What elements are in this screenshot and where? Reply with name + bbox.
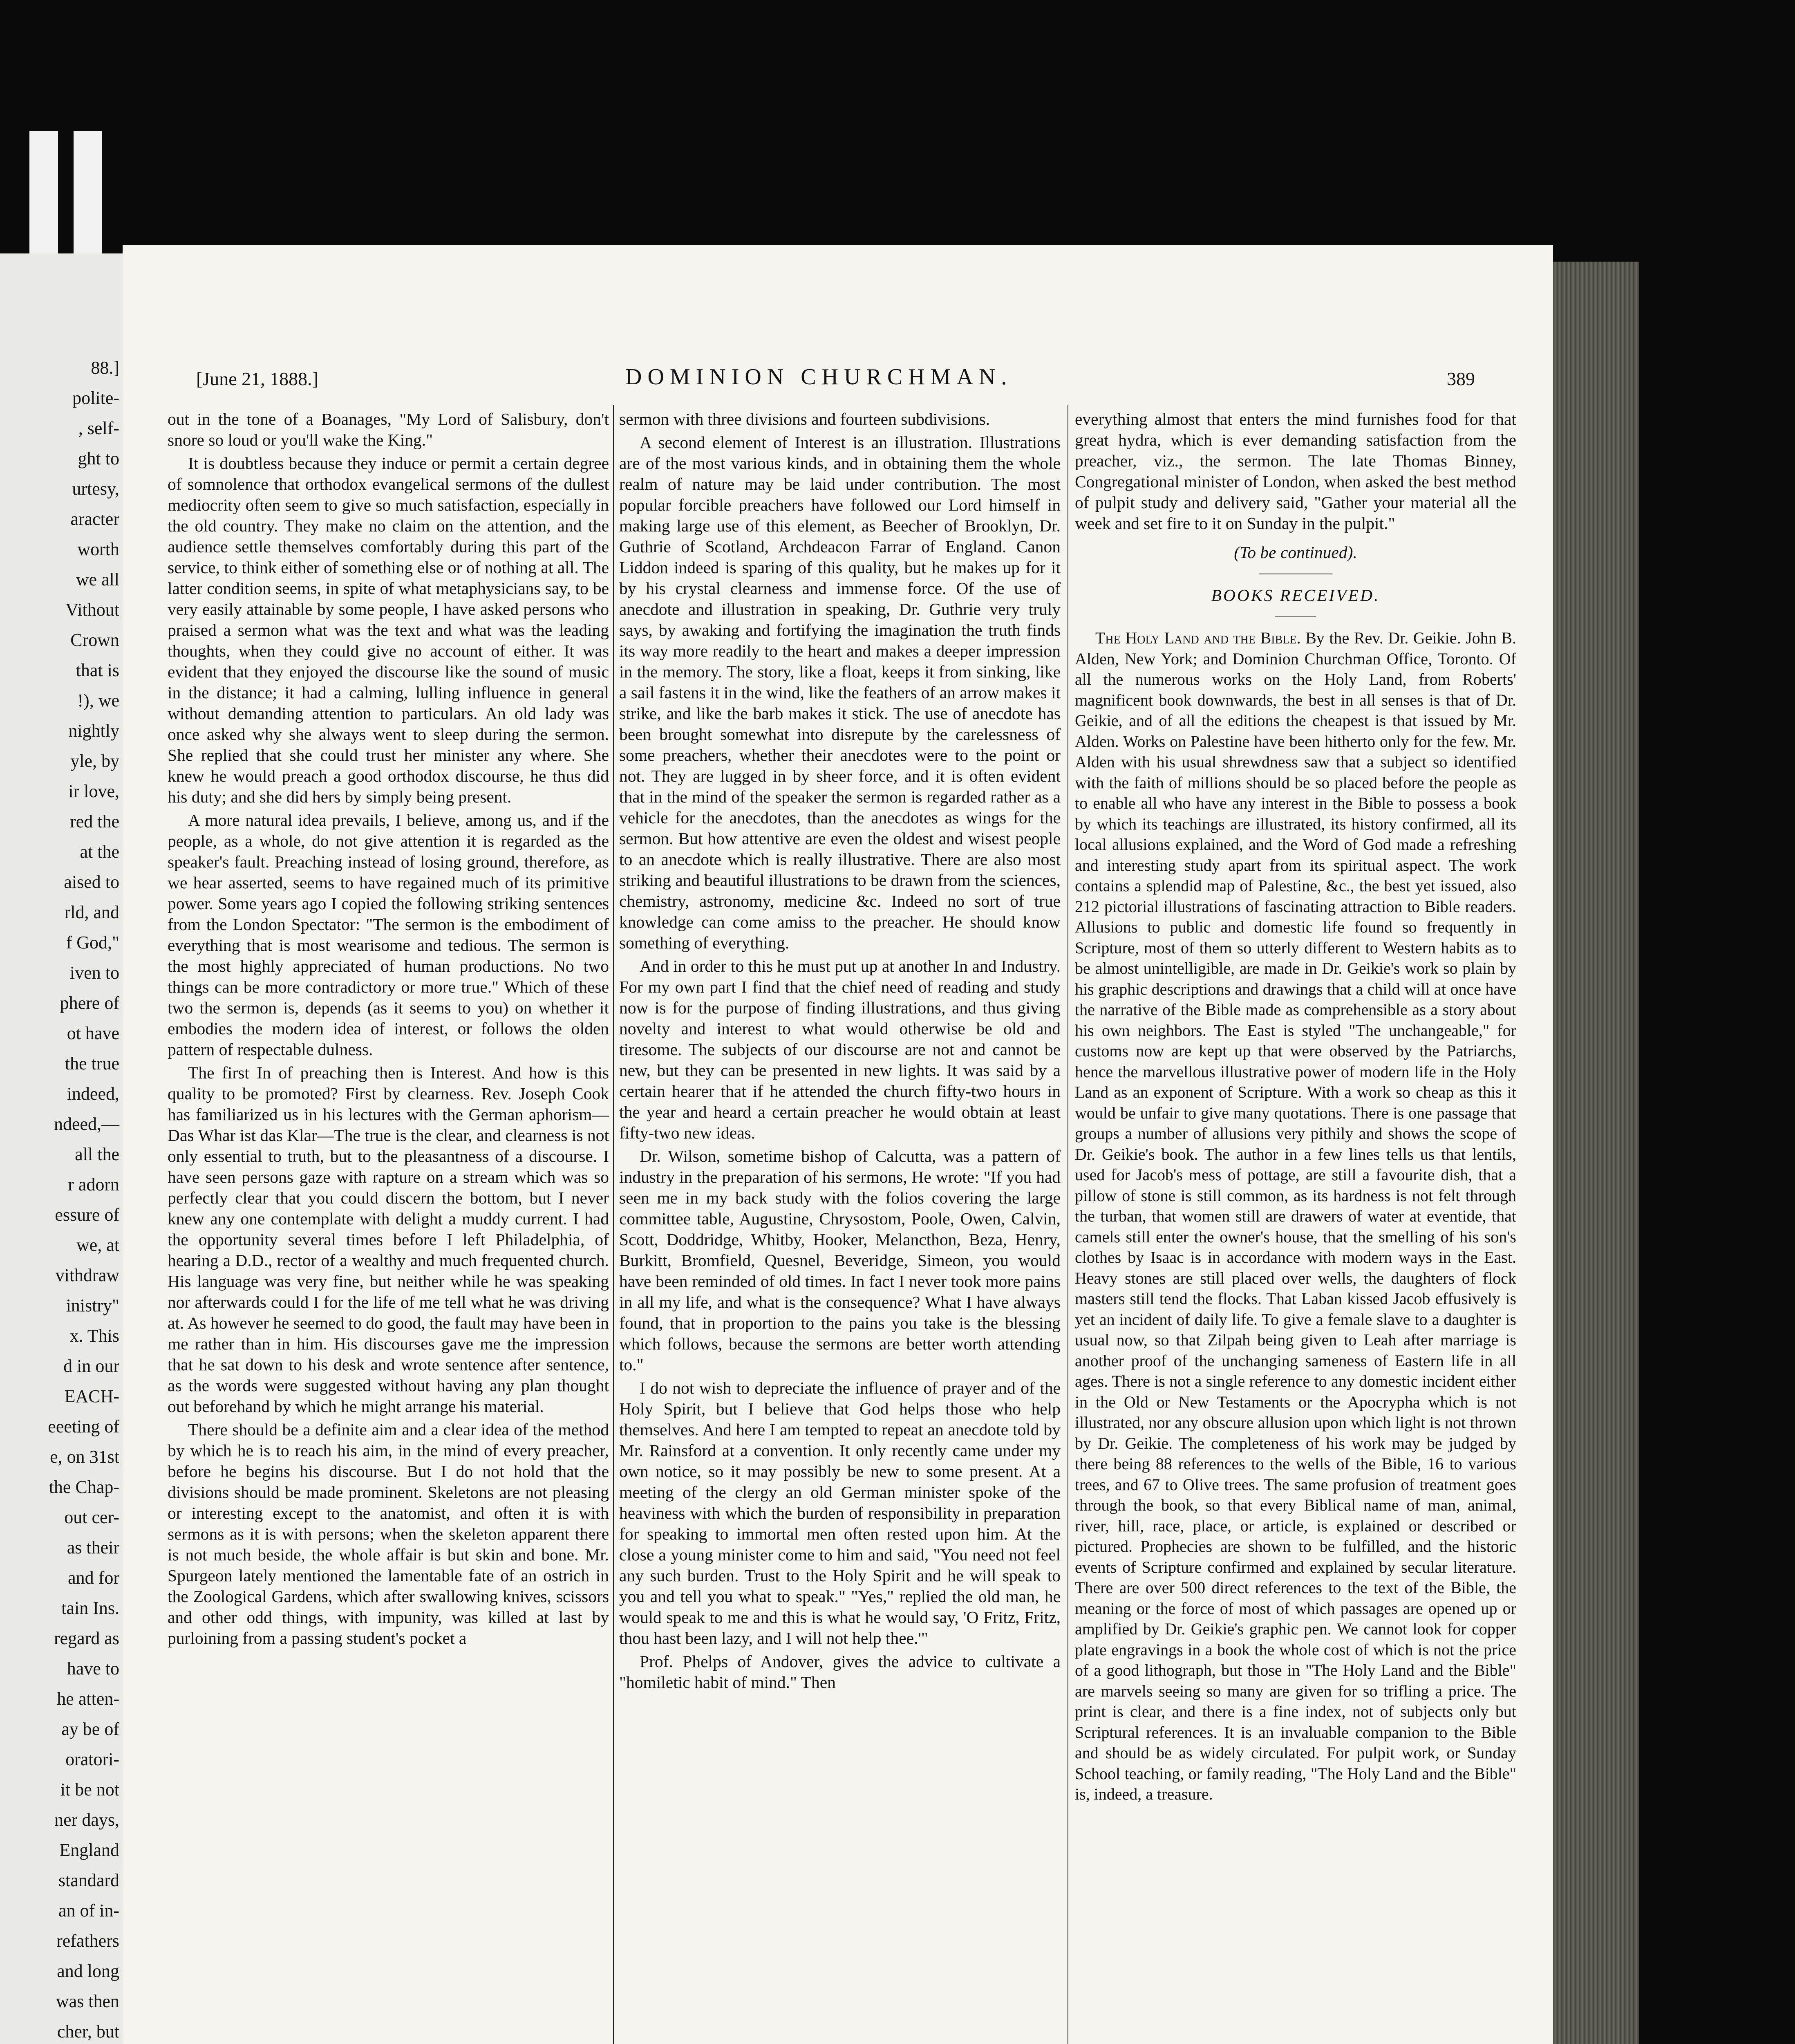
left-page-line: the Chap- [49,1477,119,1497]
left-page-line: r adorn [68,1174,119,1195]
page-edge [1553,262,1639,2044]
section-heading: BOOKS RECEIVED. [1211,586,1380,605]
left-page-line: ner days, [54,1810,119,1830]
paragraph: There should be a definite aim and a clear idea of the method by which he is to reach his aim, in the mind of every preacher, before he begins his discourse. But I do not hold that the divisions should be made prominent. Skeletons are not pleasing or interesting except to the anatomist, and often it is with sermons as it is with persons; when the skeleton apparent there is not much beside, the whole affair is but skin and bone. Mr. Spurgeon lately mentioned the lamentable fate of an ostrich in the Zoological Gardens, which after swallowing knives, scissors and other odd things, with impunity, was killed at last by purloining from a passing student's pocket a [168,1420,609,1647]
article-column-2 [619,409,1061,2044]
left-page-line: rld, and [64,902,119,922]
left-page-line: x. This [69,1326,119,1346]
book-title: The Holy Land and the Bible. [1095,629,1301,647]
newspaper-page [123,245,1553,2044]
left-page-line: an of in- [58,1901,119,1921]
left-page-line: 88.] [91,358,119,378]
left-page-line: iven to [70,963,119,983]
left-page-line: aracter [70,509,119,529]
paragraph: A more natural idea prevails, I believe, among us, and if the people, as a whole, do not give attention it is regarded as the speaker's fault. Preaching instead of losing ground, therefore, as we hear asserted, seems to have regained much of its primitive power. Some years ago I copied the following striking sentences from the London Spectator: "The sermon is the embodiment of everything that is most wearisome and tedious. The sermon is the most highly appreciated of human productions. No two things can be more contradictory or more true." Which of these two the sermon is, depends (as it seems to you) on whether it embodies the modern idea of interest, or follows the olden pattern of respectable dulness. [168,811,609,1059]
left-page-fragment [0,253,123,2044]
issue-date: [June 21, 1888.] [196,368,318,389]
paragraph: Dr. Wilson, sometime bishop of Calcutta, was a pattern of industry in the preparation of his sermons, He wrote: "If you had seen me in my back study with the folios covering the large committee table, Augustine, Chrysostom, Poole, Owen, Calvin, Scott, Doddridge, Whitby, Hooker, Melancthon, Beza, Henry, Burkitt, Bromfield, Quesnel, Beveridge, Simeon, you would have been reminded of old times. In fact I never took more pains in all my life, and what is the consequence? What I have always found, that in proportion to the pains you take is the blessing which follows, because the sermons are better worth attending to." [619,1147,1061,1374]
left-page-line: polite- [72,388,119,408]
left-page-line: !), we [77,690,119,710]
page-header [123,364,1553,397]
paragraph: out in the tone of a Boanages, "My Lord of Salisbury, don't snore so loud or you'll wake the King." [168,410,609,449]
paragraph: A second element of Interest is an illustration. Illustrations are of the most various kinds, and in obtaining them the whole realm of nature may be laid under contribution. The most popular forcible preachers have followed our Lord himself in making large use of this element, as Beecher of Brooklyn, Dr. Guthrie of Scotland, Archdeacon Farrar of England. Canon Liddon indeed is sparing of this quality, but he makes up for it by his crystal clearness and immense force. Of the use of anecdote and illustration in speaking, Dr. Guthrie very truly says, by awaking and fortifying the imagination the truth finds its way more readily to the heart and makes a deeper impression in the memory. The story, like a float, keeps it from sinking, like a sail fastens it in the wind, like the feathers of an arrow makes it strike, and like the barb makes it stick. The use of anecdote has been brought somewhat into disrepute by the carelessness of some preachers, whether their anecdotes were to the point or not. They are lugged in by sheer force, and it is often evident that in the mind of the speaker the sermon is regarded rather as a vehicle for the anecdotes, than the anecdotes as wings for the sermon. But how attentive are even the oldest and wisest people to an anecdote which is really illustrative. There are also most striking and beautiful illustrations to be drawn from the sciences, chemistry, astronomy, medicine &c. Indeed no sort of true knowledge can come amiss to the preacher. He should know something of everything. [619,433,1061,952]
left-page-line: regard as [54,1628,119,1648]
continued-note: (To be continued). [1234,543,1357,562]
book-review [1075,628,1516,1805]
column-rule [613,405,614,2044]
left-page-line: Vithout [65,600,119,620]
left-page-line: essure of [55,1205,119,1225]
left-page-line: ir love, [68,781,119,801]
left-page-line: inistry" [66,1295,119,1316]
left-page-line: tain Ins. [61,1598,119,1618]
left-page-line: the true [65,1053,119,1074]
left-page-line: at the [80,842,119,862]
paragraph: sermon with three divisions and fourteen subdivisions. [619,410,990,428]
section-divider [1275,616,1316,617]
paragraph: I do not wish to depreciate the influence of prayer and of the Holy Spirit, but I believe that God helps those who help themselves. And here I am tempted to repeat an anecdote told by Mr. Rainsford at a convention. It only recently came under my own notice, so it may possibly be new to some present. At a meeting of the clergy an old German minister spoke of the heaviness with which the burden of responsibility in preparation for speaking to immortal men often rested upon him. At the close a young minister come to him and said, "You need not feel any such burden. Trust to the Holy Spirit and he will speak to you and tell you what to speak." "Yes," replied the old man, he would speak to me and this is what he would say, 'O Fritz, Fritz, thou hast been lazy, and I will not help thee.'" [619,1378,1061,1647]
left-page-line: d in our [63,1356,119,1376]
left-page-line: EACH- [64,1386,119,1406]
page-number: 389 [1447,368,1475,389]
left-page-line: was then [56,1991,119,2011]
article-column-3 [1075,409,1516,2044]
left-page-line: e, on 31st [50,1447,119,1467]
left-page-line: yle, by [70,751,119,771]
left-page-line: urtesy, [72,479,119,499]
left-page-line: oratori- [65,1749,119,1769]
left-page-line: all the [75,1144,119,1164]
left-page-line: standard [58,1870,119,1890]
left-page-line: nightly [68,721,119,741]
left-page-line: England [59,1840,119,1860]
paragraph: everything almost that enters the mind furnishes food for that great hydra, which is ever demanding satisfaction from the preacher, viz., the sermon. The late Thomas Binney, Congregational minister of London, when asked the best method of pulpit study and delivery said, "Gather your material all the week and set fire to it on Sunday in the pulpit." [1075,410,1516,533]
paragraph: It is doubtless because they induce or permit a certain degree of somnolence that orthodox evangelical sermons of the dullest mediocrity often seem to give so much satisfaction, especially in the old country. They make no claim on the attention, and the audience settle themselves comfortably during this part of the service, to think either of something else or of nothing at all. The latter condition seems, in spite of what metaphysicians say, to be very easily attainable by some people, I have asked persons who praised a sermon what was the text and what was the leading thoughts, when they could give no account of either. It was evident that they enjoyed the discourse like the sound of music in the distance; it had a calming, lulling influence in general without demanding attention to particulars. An old lady was once asked why she always went to sleep during the sermon. She replied that she could trust her minister any where. She knew he would preach a good orthodox discourse, he thus did his duty; and she did hers by simply being present. [168,454,609,806]
left-page-line: that is [76,660,119,680]
left-page-line: worth [77,539,119,559]
left-page-line: indeed, [67,1084,119,1104]
left-page-line: he atten- [57,1689,119,1709]
paragraph: And in order to this he must put up at another In and Industry. For my own part I find that the chief need of reading and study now is for the purpose of finding illustrations, and thus giving novelty and interest to what would otherwise be old and tiresome. The subjects of our discourse are not and cannot be new, but they can be presented in new lights. It was said by a certain hearer that if he attended the church fifty-two hours in the year and heard a certain preacher he would obtain at least fifty-two new ideas. [619,957,1061,1142]
left-page-line: f God," [66,932,119,953]
left-page-line: it be not [60,1780,119,1800]
left-page-line: Crown [70,630,119,650]
left-page-line: , self- [78,418,119,438]
paragraph: The first In of preaching then is Interest. And how is this quality to be promoted? First by clearness. Rev. Joseph Cook has familiarized us in his lectures with the German aphorism—Das Whar ist das Klar—The true is the clear, and clearness is not only essential to truth, but to the pleasantness of a discourse. I have seen persons gaze with rapture on a stream which was so perfectly clear that you could discern the bottom, but I never knew any one contemplate with delight a muddy current. I had the opportunity several times before I left Philadelphia, of hearing a D.D., rector of a wealthy and much frequented church. His language was very fine, but neither while he was speaking nor afterwards could I for the life of me tell what he was driving at. As however he seemed to do good, the fault may have been in me rather than in him. His discourses gave me the impression that he sat down to his desk and wrote sentence after sentence, as the words were suggested without having any plan thought out beforehand by which he might arrange his material. [168,1063,609,1416]
left-page-line: as their [67,1537,119,1558]
left-page-line: ay be of [61,1719,119,1739]
left-page-line: out cer- [64,1507,119,1527]
left-page-line: refathers [56,1931,119,1951]
left-page-line: ght to [78,448,119,468]
review-text: By the Rev. Dr. Geikie. John B. Alden, New York; and Dominion Churchman Office, Toronto. Of all the numerous works on the Holy Land, from Roberts' magnificent book downwards, the best in all senses is that of Dr. Geikie, and of all the editions the cheapest is that issued by Mr. Alden. Works on Palestine have been hitherto only for the few. Mr. Alden with his usual shrewdness saw that a subject so identified with the faith of millions should be so placed before the people as to enable all who have any interest in the Bible to possess a book by which its teachings are illustrated, its history confirmed, all its local allusions explained, and the Word of God made a refreshing and interesting study apart from its spiritual aspect. The work contains a splendid map of Palestine, &c., the best yet issued, also 212 pictorial illustrations of fascinating attraction to Bible readers. Allusions to public and domestic life found so frequently in Scripture, most of them so utterly different to Western habits as to be almost unintelligible, are made in Dr. Geikie's work so plain by his graphic descriptions and drawings that a child will at once have the narrative of the Bible made as comprehensible as a story about his own neighbors. The East is styled "The unchangeable," for customs now are kept up that were observed by the Patriarchs, hence the marvellous illustrative power of modern life in the Holy Land as an exponent of Scripture. With a work so cheap as this it would be unfair to give many quotations. There is one passage that groups a number of allusions very pithily and shows the scope of Dr. Geikie's book. The author in a few lines tells us that lentils, used for Jacob's mess of pottage, are still a favourite dish, that a pillow of stone is still common, as its hardness is not felt through the turban, that women still are drawers of water at eventide, that camels still enter the owner's house, that the smelling of his son's clothes by Isaac is in accordance with modern ways in the East. Heavy stones are still placed over wells, the daughters of flock masters still tend the flocks. That Laban kissed Jacob effusively is yet an incident of daily life. To give a female slave to a daughter is usual now, so that Zilpah being given to Leah after marriage is another proof of the unchanging sameness of Eastern life in all ages. There is not a single reference to any domestic incident either in the Old or New Testaments or the Apocrypha which is not illustrated, nor any obscure allusion upon which light is not thrown by Dr. Geikie. The completeness of his work may be judged by there being 88 references to the wells of the Bible, 16 to various trees, and 67 to Olive trees. The same profusion of treatment goes through the book, so that every Biblical name of man, animal, river, hill, race, place, or article, is explained or described or pictured. Prophecies are shown to be fulfilled, and the historic events of Scripture confirmed and explained by secular literature. There are over 500 direct references to the text of the Bible, the meaning or the force of most of which passages are opened up or amplified by Dr. Geikie's graphic pen. We cannot look for copper plate engravings in a book the whole cost of which is not the price of a good lithograph, but those in "The Holy Land and the Bible" are marvels seeing so many are given for so trifling a price. The print is clear, and there is a fine index, not of subjects only but Scriptural references. It is an invaluable companion to the Bible and should be as widely circulated. For pulpit work, or Sunday School teaching, or family reading, "The Holy Land and the Bible" is, indeed, a treasure. [1075,629,1516,1803]
left-page-line: and for [68,1568,119,1588]
left-page-line: ot have [67,1023,119,1043]
left-page-line: ndeed,— [54,1114,119,1134]
left-page-line: vithdraw [55,1265,119,1285]
masthead-title: DOMINION CHURCHMAN. [625,364,1013,390]
left-page-line: aised to [64,872,119,892]
left-page-line: cher, but [57,2022,119,2042]
left-page-line: red the [70,811,119,831]
left-page-line: we all [76,569,119,589]
left-page-line: phere of [60,993,119,1013]
article-column-1 [168,409,609,2044]
left-page-line: we, at [76,1235,119,1255]
paragraph: Prof. Phelps of Andover, gives the advice to cultivate a "homiletic habit of mind." Then [619,1652,1061,1692]
left-page-line: have to [67,1659,119,1679]
left-page-line: and long [57,1961,119,1981]
left-page-line: eeeting of [48,1416,119,1437]
